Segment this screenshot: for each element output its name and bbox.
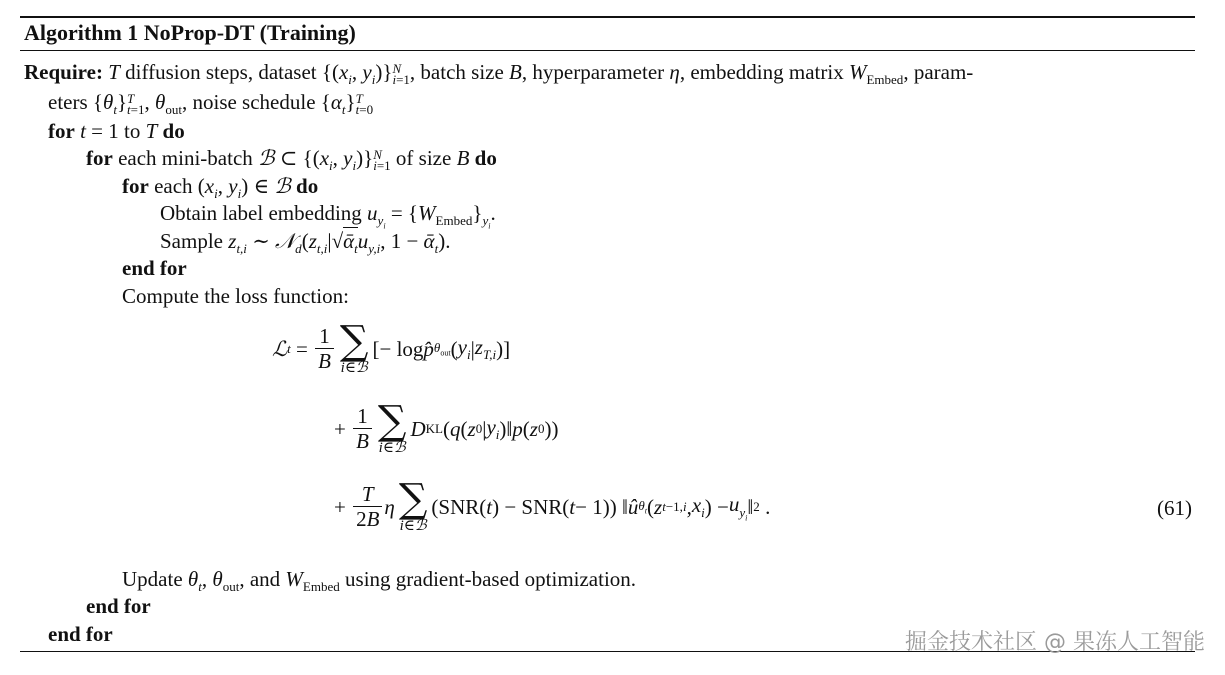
title-rule bbox=[20, 50, 1195, 51]
line-for-each-sample: for each ($x_i$, $y_i$) ∈ ℬ do bbox=[122, 174, 319, 202]
top-rule bbox=[20, 16, 1195, 18]
equation-term-1: ℒ t = $\frac{1}{B}$ ∑ i∈ℬ [− log p̂ $\theta_{out}$ ( $y_i$ | $z_{T,i}$ )] bbox=[272, 318, 511, 376]
line-sample: Sample $z_{t,i}$ ∼ $𝒩_d(z_{t,i}|√ᾱ_tu_{y,i}$, 1 − ᾱ$_t$). bbox=[160, 229, 451, 257]
require-line-1: Require: T diffusion steps, dataset {($x_i$, $y_i$)} N i=1 , batch size B, hyperparameter η, embedding matrix $W_{Embed}$, param- bbox=[24, 60, 974, 88]
equation-term-3: + $\frac{T}{2B}$ η ∑ i∈ℬ (SNR( t ) − SNR( t − 1)) ‖ û $\theta_t$ ( z t−1,i , $x_i$ ) − $u_{y_i}$ ‖ 2 . bbox=[334, 476, 771, 534]
require-line-2: eters $\{\theta_t\}$ T t=1 , $\theta_{out}$, noise schedule $\{\alpha_t\}$ T t=0 bbox=[48, 90, 374, 118]
line-compute-loss: Compute the loss function: bbox=[122, 284, 349, 308]
line-end-for-inner: end for bbox=[122, 256, 187, 280]
line-end-for-minibatch: end for bbox=[86, 594, 151, 618]
line-obtain-embedding: Obtain label embedding $u_{y_i} = \{W_{Embed}\}_{y_i}$. bbox=[160, 201, 496, 231]
line-update-params: Update $\theta_t$, $\theta_{out}$, and $W_{Embed}$ using gradient-based optimization. bbox=[122, 567, 637, 595]
line-for-minibatch: for each mini-batch ℬ ⊂ {($x_i$, $y_i$)} N i=1 of size B do bbox=[86, 146, 497, 174]
algorithm-title: Algorithm 1 NoProp-DT (Training) bbox=[24, 20, 356, 45]
line-end-for-outer: end for bbox=[48, 622, 113, 646]
equation-term-2: + $\frac{1}{B}$ ∑ i∈ℬ D KL ( q ( z 0 | $y_i$ )‖ p ( z 0 )) bbox=[334, 398, 559, 456]
line-for-t: for t = 1 to T do bbox=[48, 119, 185, 143]
equation-number: (61) bbox=[1157, 496, 1192, 520]
watermark: 掘金技术社区 @ 果冻人工智能 bbox=[905, 630, 1205, 655]
